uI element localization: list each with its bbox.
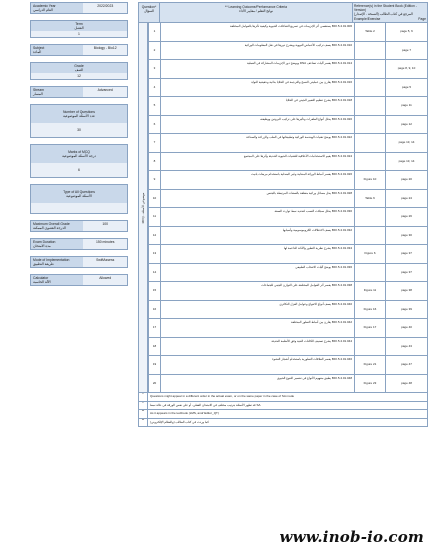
info-label: Type of All Questions الأسئلة الموضوعية	[31, 185, 127, 203]
info-value: SwiftAssess	[83, 257, 127, 267]
info-field	[30, 62, 128, 80]
question-number: 15	[149, 282, 161, 300]
info-field	[30, 220, 128, 232]
note-marker: *	[139, 393, 148, 401]
outcome-text: BIO.5.4.01.014 يفسر آليات تضاعف DNA ويوضح دور الإنزيمات المشاركة في العملية	[246, 61, 352, 65]
reference-cell: Figure 6	[354, 245, 385, 263]
note-text: قد تظهر الأسئلة بترتيب مختلف في الامتحان الفعلي، أو على نفس الورقة في حالة نمط SA	[150, 402, 261, 407]
page-cell: page 7	[385, 42, 427, 60]
question-number: 7	[149, 134, 161, 152]
info-label: Exam Duration مدة الامتحان	[31, 239, 83, 249]
reference-cell	[354, 42, 385, 60]
header-page: Page	[418, 17, 426, 21]
info-field	[30, 2, 128, 14]
question-number: 18	[149, 338, 161, 356]
outcome-text: BIO.5.4.01.022 يوضح تقنيات الهندسة الوراثية وتطبيقاتها في الطب والزراعة والصناعة	[246, 135, 352, 139]
header-outcome: ** Learning Outcome/Performance Criteria نواتج التعلم / معايير الأداء	[159, 3, 352, 22]
info-label: Mode of Implementation طريقة التطبيق	[31, 257, 83, 267]
page-cell: page 12	[385, 116, 427, 134]
question-row	[148, 79, 428, 98]
outcome-text: BIO.5.4.01.036 يوضح آليات الانتخاب الطبيعي	[295, 264, 352, 269]
info-field	[30, 238, 128, 250]
reference-cell	[354, 153, 385, 171]
header-reference: Reference(s) in the Student Book (Edition - Version) المرجع في كتاب الطالب (النسخة - الإصدار) Example/Exercise Page	[354, 4, 426, 21]
outcome-text: BIO.5.4.01.042 يقارن بين أنماط التطور المختلفة	[291, 320, 352, 324]
info-label: Academic Year العام الدراسي	[31, 3, 83, 13]
reference-cell	[354, 227, 385, 245]
reference-cell	[354, 60, 385, 78]
page-cell: page 11	[385, 97, 427, 115]
question-number: 1	[149, 23, 161, 41]
info-value: 1	[31, 31, 127, 37]
question-number: 17	[149, 319, 161, 337]
question-number: 14	[149, 264, 161, 282]
info-value: 6	[31, 163, 127, 177]
reference-cell: Table 6	[354, 190, 385, 208]
reference-cell: Figure 17	[354, 319, 385, 337]
note-text: Questions might appear in a different order in the actual exam, or on the same paper in the case of SA mode	[150, 394, 295, 398]
question-row	[148, 97, 428, 116]
page-cell: page 38	[385, 282, 427, 300]
question-number: 10	[149, 190, 161, 208]
reference-cell	[354, 79, 385, 97]
question-row	[148, 42, 428, 61]
question-row	[148, 208, 428, 227]
brand-watermark: www.inob-io.com	[279, 528, 424, 546]
question-rows	[148, 23, 428, 393]
question-number: 16	[149, 301, 161, 319]
info-value: Allowed	[83, 275, 127, 285]
note-marker: *	[139, 402, 148, 410]
section-label: MCQ - موضوعي الأسئلة	[138, 23, 148, 393]
outcome-text: BIO.5.4.01.018 يشرح تنظيم التعبير الجيني في الخلايا	[285, 98, 352, 102]
question-number: 6	[149, 116, 161, 134]
reference-cell	[354, 338, 385, 356]
info-label: Term الفصل	[31, 21, 127, 31]
question-row	[148, 23, 428, 42]
outcome-text: BIO.5.4.01.044 يشرح تصنيف الكائنات الحية وفق الأنظمة الحديثة	[271, 338, 352, 343]
outcome-text: BIO.5.4.01.034 يشرح نظرية التطور والأدلة الداعمة لها	[283, 246, 352, 250]
reference-cell	[354, 116, 385, 134]
notes	[138, 393, 428, 427]
question-number: 2	[149, 42, 161, 60]
question-number: 3	[149, 60, 161, 78]
note-row	[138, 419, 428, 428]
page-cell: page 43	[385, 338, 427, 356]
question-number: 4	[149, 79, 161, 97]
info-label: Grade الصف	[31, 63, 127, 73]
page-cell: page 39	[385, 301, 427, 319]
reference-cell	[354, 134, 385, 152]
question-row	[148, 153, 428, 172]
question-number: 12	[149, 227, 161, 245]
question-row	[148, 190, 428, 209]
note-row	[138, 393, 428, 402]
info-label: Maximum Overall Grade الدرجة القصوى الممكنة	[31, 221, 83, 231]
question-row	[148, 375, 428, 394]
info-field	[30, 144, 128, 178]
note-row	[138, 410, 428, 419]
info-value: 150 minutes	[83, 239, 127, 249]
question-row	[148, 282, 428, 301]
page-cell: page 26	[385, 208, 427, 226]
page-cell: page 48	[385, 375, 427, 393]
outcome-text: BIO.5.4.01.048 يطبق مفهوم الأنواع في تفسير التنوع الحيوي	[276, 375, 352, 380]
outcome-text: BIO.5.4.01.028 يحل مسائل وراثية متعلقة بالصفات المرتبطة بالجنس	[266, 190, 352, 195]
note-row	[138, 402, 428, 411]
page-cell: page 30	[385, 227, 427, 245]
reference-cell: Figure 11	[354, 282, 385, 300]
info-field	[30, 20, 128, 38]
outcomes-table	[138, 2, 428, 427]
info-value: 30	[31, 123, 127, 137]
info-value: 100	[83, 221, 127, 231]
page-cell: page 13, 14	[385, 153, 427, 171]
header-example: Example/Exercise	[354, 17, 381, 21]
question-row	[148, 116, 428, 135]
info-field	[30, 104, 128, 138]
outcome-text: BIO.5.4.01.032 يصف الاختلالات الكروموسومية وأسبابها	[282, 227, 352, 232]
info-field	[30, 86, 128, 98]
reference-cell	[354, 97, 385, 115]
exam-info-panel	[30, 2, 128, 292]
info-label: Calculator الآلة الحاسبة	[31, 275, 83, 285]
outcome-text: BIO.5.4.01.038 يفسر أثر العوامل المختلفة على التوازن الجيني للجماعات	[261, 283, 352, 287]
note-marker: **	[139, 419, 148, 427]
page-cell: page 37	[385, 264, 427, 282]
question-row	[148, 60, 428, 79]
question-number: 5	[149, 97, 161, 115]
info-value: Biology - Bio12	[83, 45, 127, 55]
page-cell: page 47	[385, 356, 427, 374]
table-header	[138, 2, 428, 23]
info-value: Advanced	[83, 87, 127, 97]
outcome-text: BIO.5.4.01.006 يستقصي أثر الإنزيمات في تسريع التفاعلات الحيوية وكيفية تأثرها بالعوامل المختلفة	[229, 24, 352, 28]
question-row	[148, 356, 428, 375]
exam-specification-sheet	[30, 0, 428, 516]
outcome-text: BIO.5.4.01.020 يحلل أنواع الطفرات وتأثيرها على تركيب البروتين ووظيفته	[260, 116, 352, 121]
info-field	[30, 274, 128, 286]
page-cell: page 5, 6	[385, 23, 427, 41]
info-label: Stream المسار	[31, 87, 83, 97]
question-number: 11	[149, 208, 161, 226]
question-row	[148, 301, 428, 320]
page-cell: page 40	[385, 319, 427, 337]
outcome-text: BIO.5.4.01.040 يصف أنواع الانتواع وعوامل العزل التكاثري	[279, 301, 352, 306]
reference-cell: Figure 10	[354, 171, 385, 189]
question-row	[148, 245, 428, 264]
page-cell: page 13, 14	[385, 134, 427, 152]
outcome-text: BIO.5.4.01.010 يصف تركيب الأحماض النووية ويشرح دورها في نقل المعلومات الوراثية	[244, 42, 352, 47]
question-row	[148, 134, 428, 153]
question-number: 8	[149, 153, 161, 171]
outcome-text: BIO.5.4.01.016 يقارن بين عمليتي النسخ والترجمة في الخلايا بدائية وحقيقية النواة	[251, 79, 352, 84]
outcome-text: BIO.5.4.01.026 يفسر أنماط الوراثة المندلية وغير المندلية باستخدام مربعات بانيت	[251, 172, 352, 176]
question-row	[148, 319, 428, 338]
info-value	[31, 203, 127, 213]
page-cell: page 20	[385, 171, 427, 189]
reference-cell: Table 2	[354, 23, 385, 41]
question-row	[148, 227, 428, 246]
info-field	[30, 184, 128, 214]
question-number: 9	[149, 171, 161, 189]
question-row	[148, 171, 428, 190]
question-row	[148, 264, 428, 283]
info-value: 2022/2023	[83, 3, 127, 13]
info-value: 12	[31, 73, 127, 79]
reference-cell	[354, 208, 385, 226]
info-field	[30, 44, 128, 56]
header-question: Question* السؤال	[139, 3, 159, 22]
question-number: 13	[149, 245, 161, 263]
reference-cell: Figure 21	[354, 356, 385, 374]
question-number: 20	[149, 375, 161, 393]
page-cell: page 24	[385, 190, 427, 208]
page-cell: page 37	[385, 245, 427, 263]
info-label: Marks of MCQ درجة الأسئلة الموضوعية	[31, 145, 127, 163]
outcome-text: BIO.5.4.01.030 يحلل سجلات النسب لتحديد نمط توارث الصفة	[274, 209, 352, 213]
note-text: As it appears in the textbook (LMS, and/ Editor_QT)	[150, 411, 219, 416]
question-number: 19	[149, 356, 161, 374]
info-field	[30, 256, 128, 268]
outcome-text: BIO.5.4.01.046 يفسر العلاقات التطورية باستخدام أشجار النشوء	[272, 357, 352, 361]
note-text: كما وردت في كتاب الطالب (والنظام الإلكتروني)	[150, 419, 209, 424]
reference-cell: Figure 16	[354, 301, 385, 319]
reference-cell	[354, 264, 385, 282]
outcome-text: BIO.5.4.01.024 يقيم الاستخدامات الأخلاقية للتقنيات الحيوية الحديثة وأثرها على المجتمع	[243, 153, 352, 158]
reference-cell: Figure 23	[354, 375, 385, 393]
info-label: Subject المادة	[31, 45, 83, 55]
page-cell: page 5	[385, 79, 427, 97]
info-label: Number of Questions عدد الأسئلة الموضوعية	[31, 105, 127, 123]
page-cell: page 8, 9, 10	[385, 60, 427, 78]
note-marker: **	[139, 410, 148, 418]
question-row	[148, 338, 428, 357]
